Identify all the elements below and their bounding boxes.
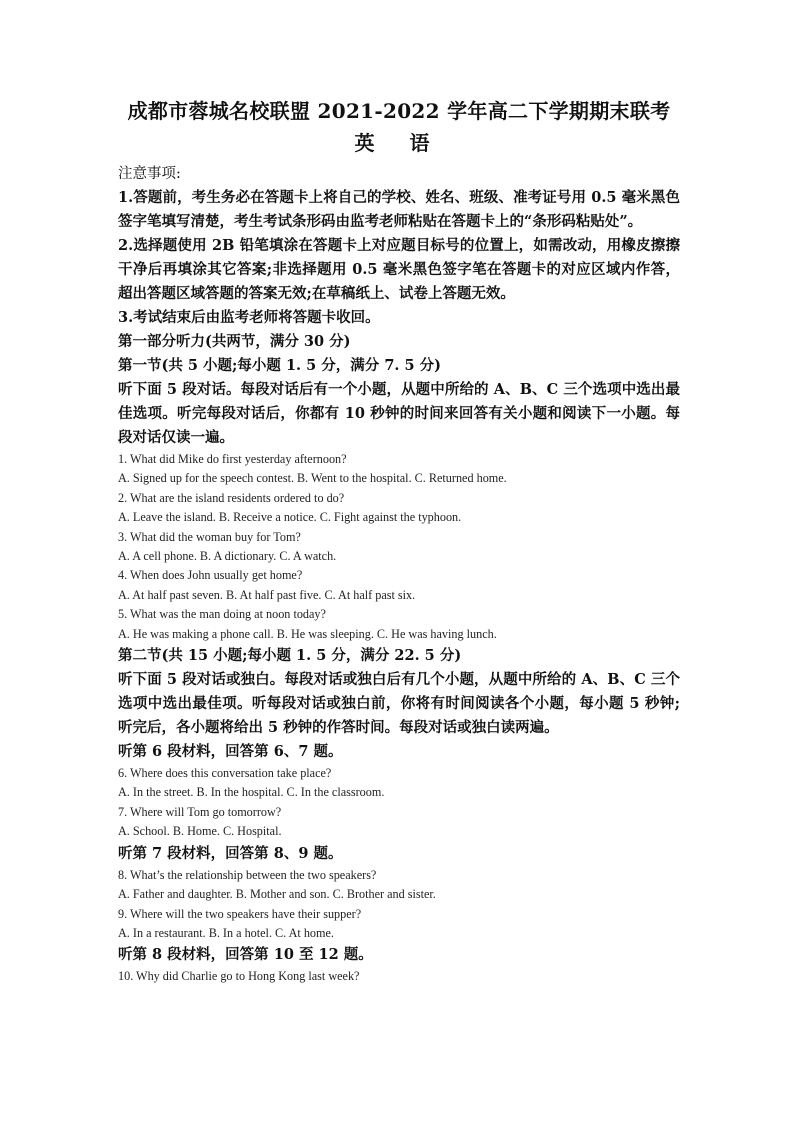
question-1-options: A. Signed up for the speech contest. B. Went to the hospital. C. Returned home.: [118, 471, 507, 486]
exam-title: 成都市蓉城名校联盟 2021-2022 学年高二下学期期末联考: [127, 99, 671, 123]
notice-item-1: 1.答题前，考生务必在答题卡上将自己的学校、姓名、班级、准考证号用 0.5 毫米黑色签字笔填写清楚，考生考试条形码由监考老师粘贴在答题卡上的“条形码粘贴处”。: [118, 189, 680, 230]
question-7-options: A. School. B. Home. C. Hospital.: [118, 824, 282, 839]
question-8: 8. What’s the relationship between the two speakers?: [118, 867, 377, 882]
section2-instruction: 听下面 5 段对话或独白。每段对话或独白后有几个小题，从题中所给的 A、B、C 三个选项中选出最佳项。听每段对话或独白前，你将有时间阅读各个小题，每小题 5 秒钟;听完后，各小题将给出 5 秒钟的作答时间。每段对话或独白读两遍。: [118, 671, 680, 737]
material-7-heading: 听第 7 段材料，回答第 8、9 题。: [118, 844, 343, 862]
question-10: 10. Why did Charlie go to Hong Kong last week?: [118, 969, 360, 984]
question-6-options: A. In the street. B. In the hospital. C. In the classroom.: [118, 785, 385, 800]
section1-questions: [118, 450, 680, 644]
material-8-heading: 听第 8 段材料，回答第 10 至 12 题。: [118, 946, 373, 964]
question-6: 6. Where does this conversation take place?: [118, 766, 332, 781]
question-4: 4. When does John usually get home?: [118, 568, 303, 583]
notice-item-2: 2.选择题使用 2B 铅笔填涂在答题卡上对应题目标号的位置上，如需改动，用橡皮擦擦干净后再填涂其它答案;非选择题用 0.5 毫米黑色签字笔在答题卡的对应区域内作答，超出答题区域答题的答案无效;在草稿纸上、试卷上答题无效。: [118, 237, 680, 302]
question-2-options: A. Leave the island. B. Receive a notice. C. Fight against the typhoon.: [118, 510, 462, 525]
material-6-heading: 听第 6 段材料，回答第 6、7 题。: [118, 743, 343, 761]
part1-heading: 第一部分听力(共两节，满分 30 分): [118, 333, 351, 350]
subject-title: 英 语: [354, 131, 444, 155]
exam-page: [118, 96, 680, 987]
question-9: 9. Where will the two speakers have their supper?: [118, 906, 362, 921]
question-1: 1. What did Mike do first yesterday afternoon?: [118, 452, 347, 466]
question-8-options: A. Father and daughter. B. Mother and son. C. Brother and sister.: [118, 887, 436, 902]
section1-heading: 第一节(共 5 小题;每小题 1. 5 分，满分 7. 5 分): [118, 357, 441, 374]
question-3: 3. What did the woman buy for Tom?: [118, 529, 301, 544]
question-5: 5. What was the man doing at noon today?: [118, 607, 326, 622]
question-2: 2. What are the island residents ordered to do?: [118, 490, 345, 505]
question-3-options: A. A cell phone. B. A dictionary. C. A watch.: [118, 549, 337, 564]
notice-item-3: 3.考试结束后由监考老师将答题卡收回。: [118, 309, 380, 326]
section1-instruction: 听下面 5 段对话。每段对话后有一个小题，从题中所给的 A、B、C 三个选项中选出最佳选项。听完每段对话后，你都有 10 秒钟的时间来回答有关小题和阅读下一小题。每段对话仅读一遍。: [118, 381, 680, 446]
section2-heading: 第二节(共 15 小题;每小题 1. 5 分，满分 22. 5 分): [118, 647, 462, 665]
question-7: 7. Where will Tom go tomorrow?: [118, 804, 282, 819]
question-4-options: A. At half past seven. B. At half past five. C. At half past six.: [118, 587, 416, 602]
question-5-options: A. He was making a phone call. B. He was sleeping. C. He was having lunch.: [118, 626, 497, 641]
notice-heading: 注意事项:: [118, 166, 181, 182]
question-9-options: A. In a restaurant. B. In a hotel. C. At home.: [118, 925, 334, 940]
